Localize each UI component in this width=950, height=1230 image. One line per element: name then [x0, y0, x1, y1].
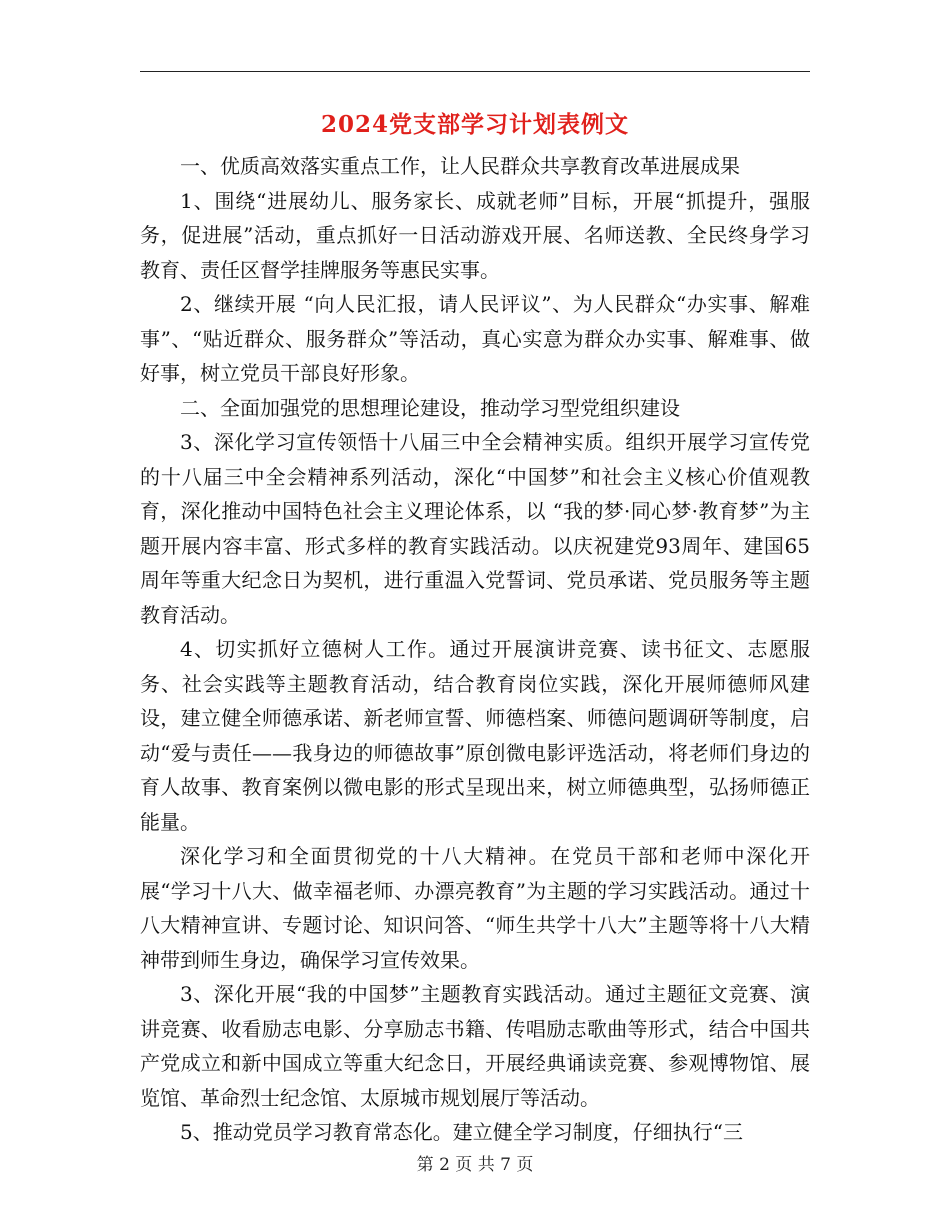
- paragraph-item-4: 4、切实抓好立德树人工作。通过开展演讲竞赛、读书征文、志愿服务、社会实践等主题教育活动，结合教育岗位实践，深化开展师德师风建设，建立健全师德承诺、新老师宣誓、师德档案、师德问题调研等制度，启动“爱与责任——我身边的师德故事”原创微电影评选活动，将老师们身边的育人故事、教育案例以微电影的形式呈现出来，树立师德典型，弘扬师德正能量。: [140, 637, 810, 834]
- paragraph-china-dream: 3、深化开展“我的中国梦”主题教育实践活动。通过主题征文竞赛、演讲竞赛、收看励志电影、分享励志书籍、传唱励志歌曲等形式，结合中国共产党成立和新中国成立等重大纪念日，开展经典诵读竞赛、参观博物馆、展览馆、革命烈士纪念馆、太原城市规划展厅等活动。: [140, 982, 810, 1110]
- paragraph-item-1: 1、围绕“进展幼儿、服务家长、成就老师”目标，开展“抓提升，强服务，促进展”活动，重点抓好一日活动游戏开展、名师送教、全民终身学习教育、责任区督学挂牌服务等惠民实事。: [140, 188, 810, 282]
- paragraph-item-3: 3、深化学习宣传领悟十八届三中全会精神实质。组织开展学习宣传党的十八届三中全会精神系列活动，深化“中国梦”和社会主义核心价值观教育，深化推动中国特色社会主义理论体系，以 “我的梦·同心梦·教育梦”为主题开展内容丰富、形式多样的教育实践活动。以庆祝建党93周年、建国65周年等重大纪念日为契机，进行重温入党誓词、党员承诺、党员服务等主题教育活动。: [140, 430, 810, 627]
- paragraph-eighteenth-congress: 深化学习和全面贯彻党的十八大精神。在党员干部和老师中深化开展“学习十八大、做幸福老师、办漂亮教育”为主题的学习实践活动。通过十八大精神宣讲、专题讨论、知识问答、“师生共学十八大”主题等将十八大精神带到师生身边，确保学习宣传效果。: [140, 844, 810, 972]
- header-divider: [140, 71, 810, 72]
- document-title: 2024党支部学习计划表例文: [320, 111, 629, 138]
- paragraph-item-2: 2、继续开展 “向人民汇报，请人民评议”、为人民群众“办实事、解难事”、“贴近群众、服务群众”等活动，真心实意为群众办实事、解难事、做好事，树立党员干部良好形象。: [140, 292, 810, 385]
- paragraph-item-5: 5、推动党员学习教育常态化。建立健全学习制度，仔细执行“三: [180, 1120, 743, 1144]
- document-body: [140, 149, 810, 1150]
- section-heading-1: 一、优质高效落实重点工作，让人民群众共享教育改革进展成果: [180, 154, 740, 178]
- section-heading-2: 二、全面加强党的思想理论建设，推动学习型党组织建设: [180, 395, 680, 420]
- page-number-footer: 第 2 页 共 7 页: [416, 1155, 534, 1175]
